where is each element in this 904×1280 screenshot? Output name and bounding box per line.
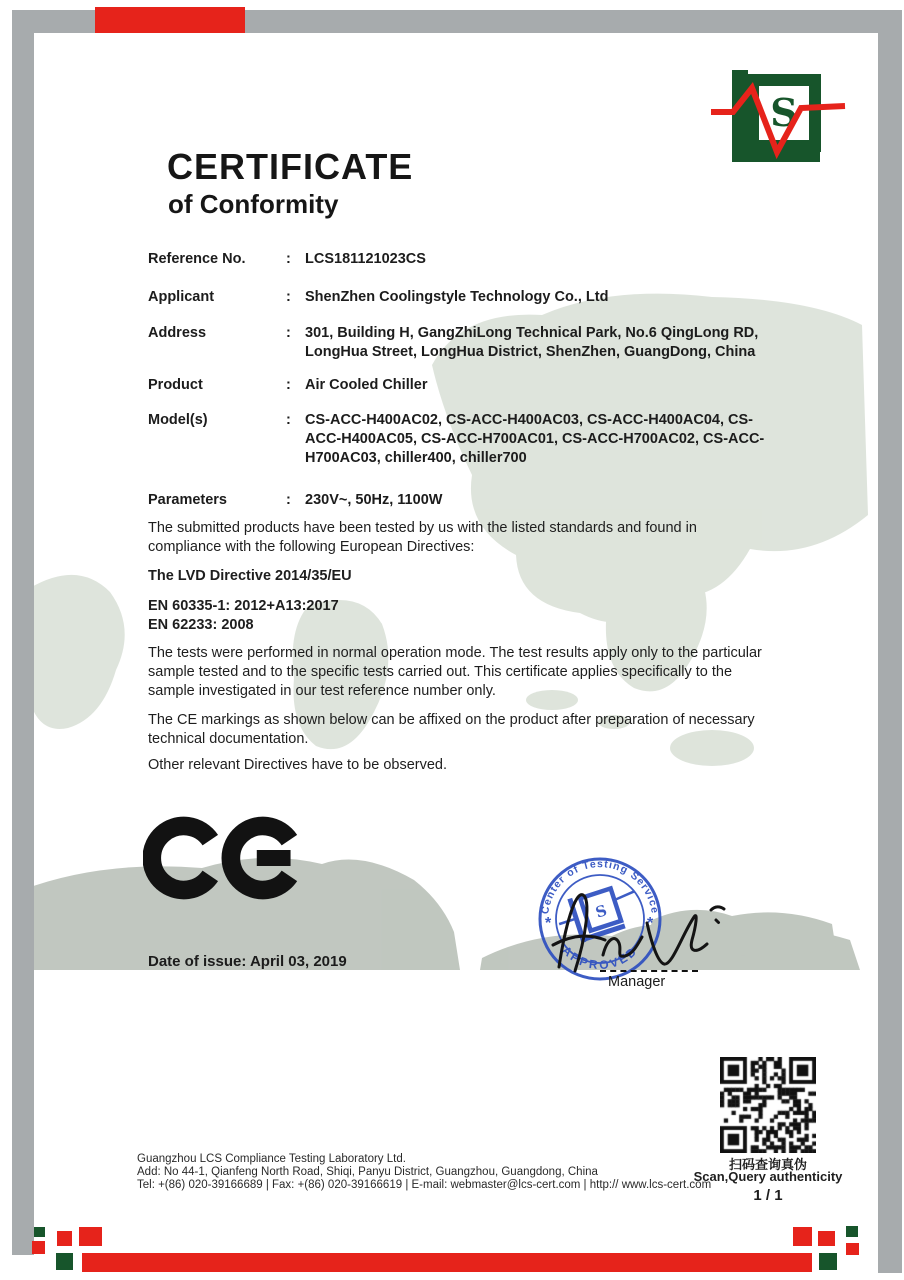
corner-square xyxy=(846,1226,858,1237)
manager-signature xyxy=(545,865,735,980)
lcs-logo-letter: S xyxy=(770,90,798,135)
qr-code xyxy=(720,1057,816,1153)
stamp-star-right: * xyxy=(647,915,654,932)
corner-square xyxy=(32,1241,45,1254)
svg-text:S: S xyxy=(593,901,610,922)
frame-top-red-segment xyxy=(95,7,245,33)
directive-line: The LVD Directive 2014/35/EU xyxy=(148,568,352,584)
field-colon: : xyxy=(286,251,291,267)
field-label: Reference No. xyxy=(148,251,246,267)
qr-caption-english: Scan,Query authenticity xyxy=(693,1169,843,1184)
ce-mark xyxy=(143,810,303,906)
paragraph-intro: The submitted products have been tested by us with the listed standards and found in compliance with the following European Directives: xyxy=(148,520,697,555)
field-colon: : xyxy=(286,377,291,393)
paragraph-tests: The tests were performed in normal operation mode. The test results apply only to the particular sample tested and to the specific tests carried out. This certificate applies specifically to the sample investigated in our test reference number only. xyxy=(148,645,762,699)
paragraph-other-directives: Other relevant Directives have to be observed. xyxy=(148,757,448,773)
footer-address: Add: No 44-1, Qianfeng North Road, Shiqi, Panyu District, Guangzhou, Guangdong, China xyxy=(137,1166,598,1178)
field-label: Parameters xyxy=(148,492,227,508)
field-value: 301, Building H, GangZhiLong Technical Park, No.6 QingLong RD, LongHua Street, LongHua District, ShenZhen, GuangDong, China xyxy=(305,325,759,360)
field-value: Air Cooled Chiller xyxy=(305,377,428,393)
field-colon: : xyxy=(286,412,291,428)
field-colon: : xyxy=(286,325,291,341)
corner-square xyxy=(819,1253,837,1270)
field-colon: : xyxy=(286,289,291,305)
frame-bottom-red-bar xyxy=(82,1253,812,1272)
field-colon: : xyxy=(286,492,291,508)
page-number: 1 / 1 xyxy=(753,1187,783,1204)
standard-line: EN 62233: 2008 xyxy=(148,617,254,633)
field-value: 230V~, 50Hz, 1100W xyxy=(305,492,443,508)
stamp-top-text: Center of Testing Service xyxy=(539,858,661,915)
date-of-issue: Date of issue: April 03, 2019 xyxy=(148,953,347,970)
corner-square xyxy=(846,1243,859,1255)
field-label: Address xyxy=(148,325,207,341)
frame-left xyxy=(12,10,34,1255)
corner-square xyxy=(56,1253,73,1270)
corner-square xyxy=(79,1227,102,1246)
qr-caption-chinese: 扫码查询真伪 xyxy=(728,1157,807,1172)
signatory-role: Manager xyxy=(608,974,666,990)
field-label: Applicant xyxy=(148,289,215,305)
certificate-subtitle: of Conformity xyxy=(168,189,339,219)
footer-contacts: Tel: +(86) 020-39166689 | Fax: +(86) 020-39166619 | E-mail: webmaster@lcs-cert.com | http:// www.lcs-cert.com xyxy=(137,1179,712,1191)
stamp-star-left: * xyxy=(545,915,552,932)
footer-company: Guangzhou LCS Compliance Testing Laboratory Ltd. xyxy=(137,1153,406,1165)
field-label: Product xyxy=(148,377,203,393)
field-label: Model(s) xyxy=(148,412,208,428)
certificate-title: CERTIFICATE xyxy=(167,146,414,187)
frame-right xyxy=(878,10,902,1273)
paragraph-ce-markings: The CE markings as shown below can be affixed on the product after preparation of necessary technical documentation. xyxy=(148,712,755,747)
field-value: CS-ACC-H400AC02, CS-ACC-H400AC03, CS-ACC-H400AC04, CS-ACC-H400AC05, CS-ACC-H700AC01, CS-ACC-H700AC02, CS-ACC-H700AC03, chiller400, chiller700 xyxy=(305,412,765,466)
corner-square xyxy=(793,1227,812,1246)
signature-line xyxy=(600,970,698,972)
stamp-bottom-text: APPROVED xyxy=(559,943,641,973)
corner-square xyxy=(57,1231,72,1246)
field-value: ShenZhen Coolingstyle Technology Co., Ltd xyxy=(305,289,609,305)
field-value: LCS181121023CS xyxy=(305,251,426,267)
corner-square xyxy=(34,1227,45,1237)
lcs-logo xyxy=(705,62,855,170)
corner-square xyxy=(818,1231,835,1246)
standard-line: EN 60335-1: 2012+A13:2017 xyxy=(148,598,339,614)
ce-mark-c xyxy=(152,826,211,890)
